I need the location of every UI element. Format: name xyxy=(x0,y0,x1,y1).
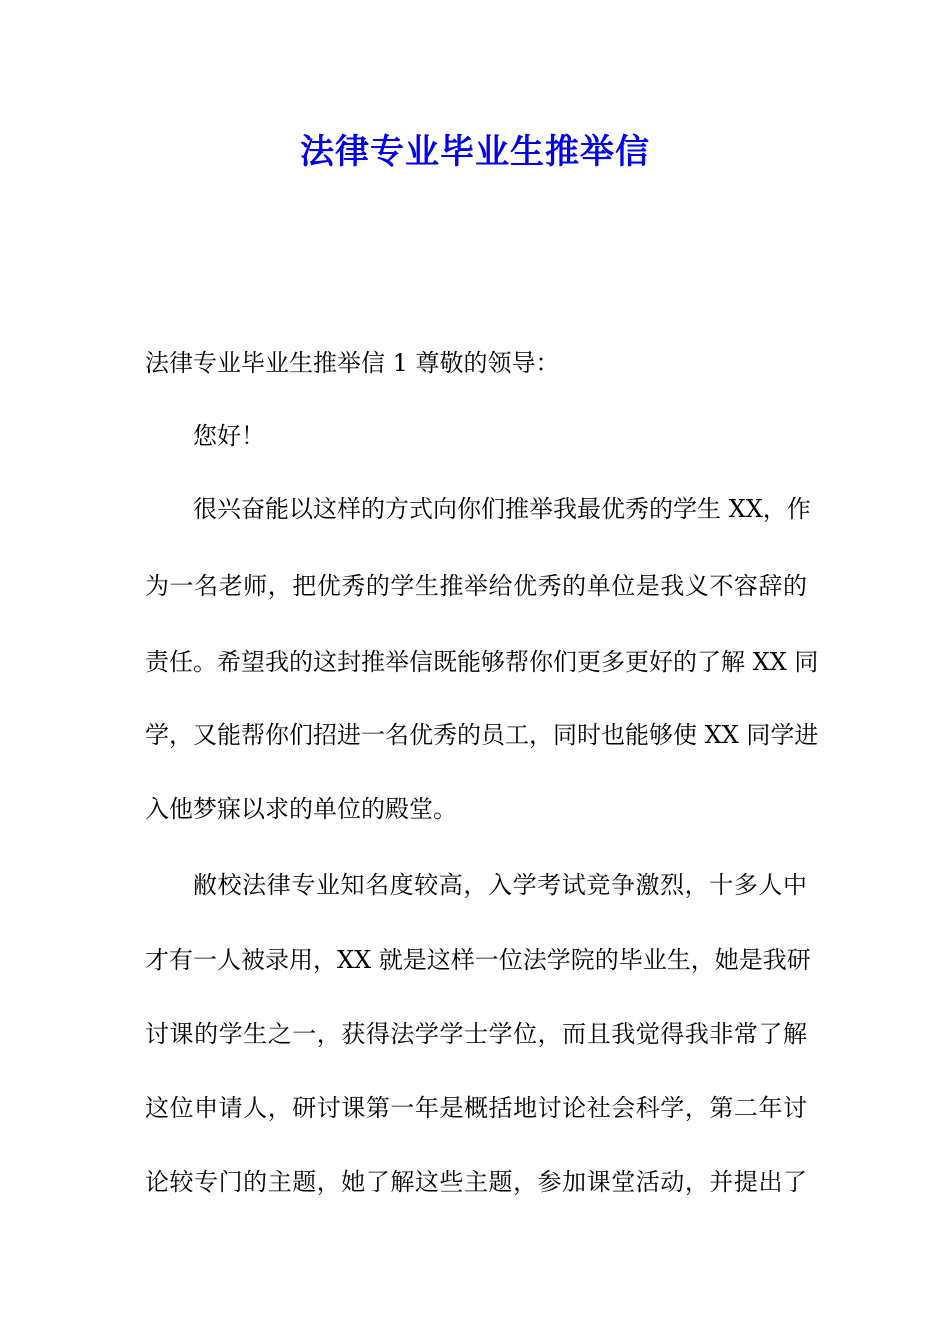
paragraph-1-line-1: 很兴奋能以这样的方式向你们推举我最优秀的学生 XX，作 xyxy=(193,495,811,523)
paragraph-2-line-3: 讨课的学生之一，获得法学学士学位，而且我觉得我非常了解 xyxy=(145,1020,807,1048)
paragraph-2-line-2: 才有一人被录用，XX 就是这样一位法学院的毕业生，她是我研 xyxy=(145,946,811,974)
document-title: 法律专业毕业生推举信 xyxy=(300,132,650,172)
paragraph-1-line-4: 学，又能帮你们招进一名优秀的员工，同时也能够使 XX 同学进 xyxy=(145,721,819,749)
salutation-line: 法律专业毕业生推举信 1 尊敬的领导： xyxy=(145,349,560,377)
paragraph-2-line-5: 论较专门的主题，她了解这些主题，参加课堂活动，并提出了 xyxy=(145,1168,807,1196)
paragraph-1-line-5: 入他梦寐以求的单位的殿堂。 xyxy=(145,795,457,823)
paragraph-2-line-4: 这位申请人，研讨课第一年是概括地讨论社会科学，第二年讨 xyxy=(145,1094,807,1122)
paragraph-2-line-1: 敝校法律专业知名度较高，入学考试竞争激烈，十多人中 xyxy=(193,871,807,899)
greeting-line: 您好！ xyxy=(193,422,265,450)
paragraph-1-line-2: 为一名老师，把优秀的学生推举给优秀的单位是我义不容辞的 xyxy=(145,572,807,600)
paragraph-1-line-3: 责任。希望我的这封推举信既能够帮你们更多更好的了解 XX 同 xyxy=(145,648,819,676)
